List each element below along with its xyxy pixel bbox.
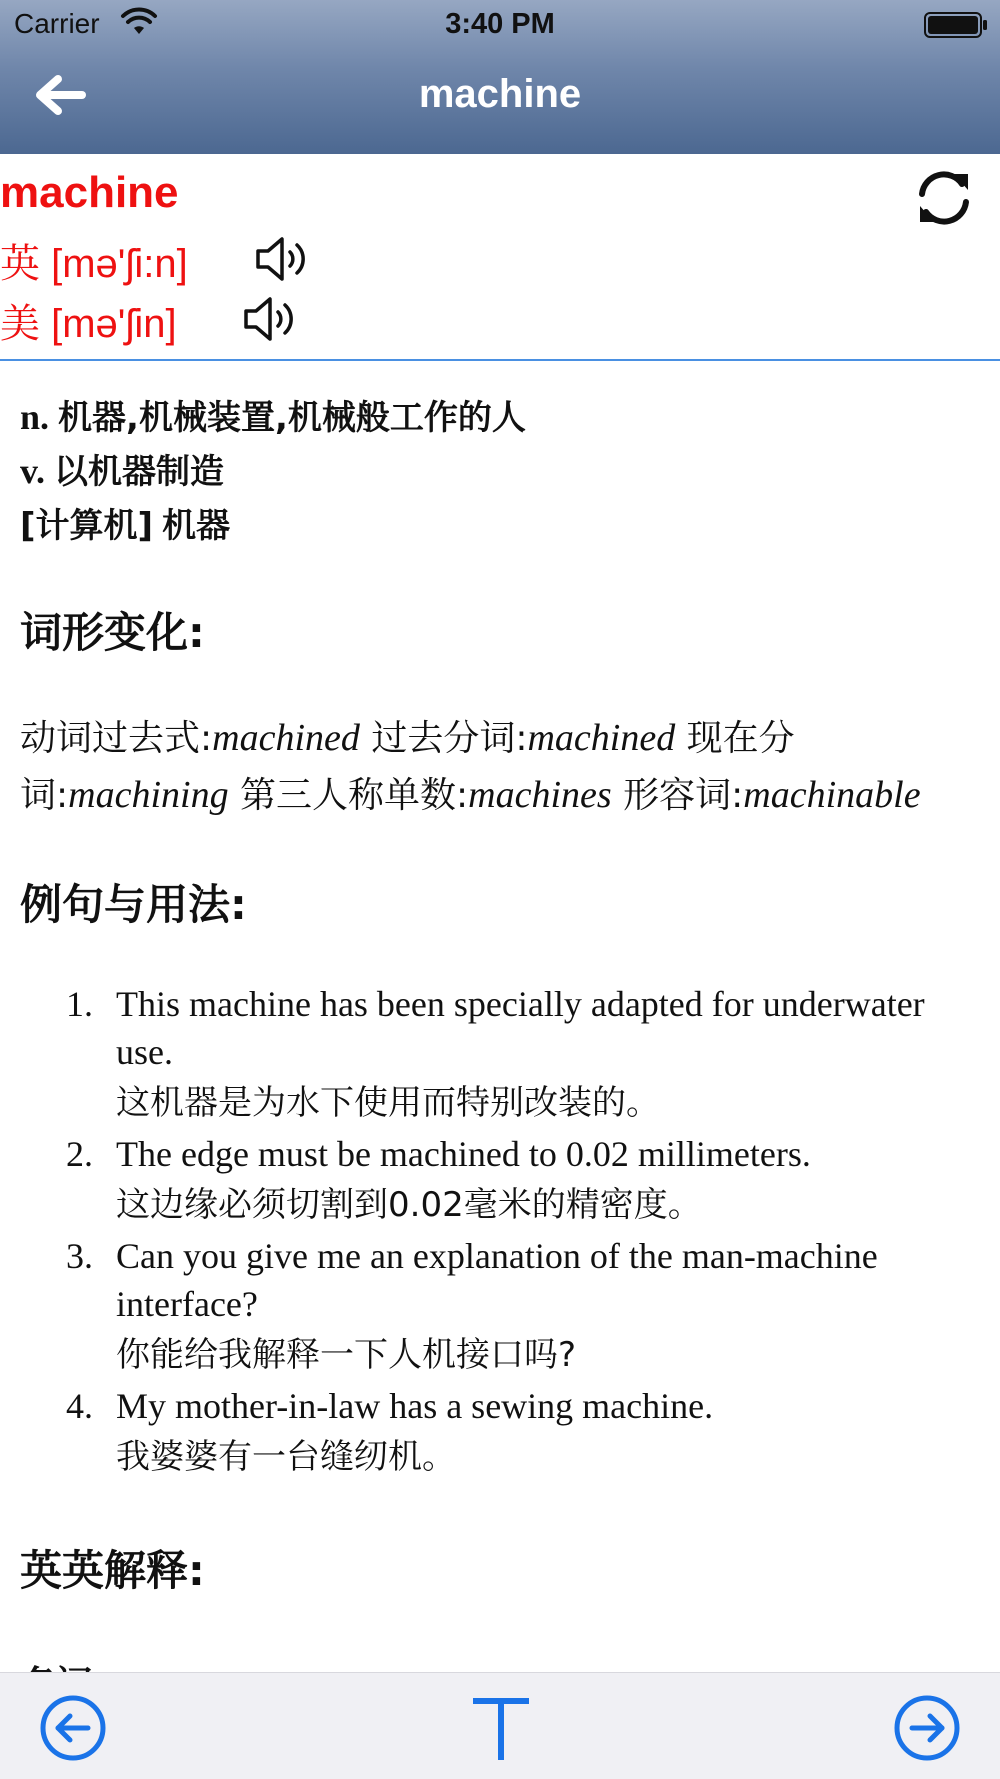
example-chinese: 我婆婆有一台缝纫机。 bbox=[116, 1437, 456, 1477]
example-item bbox=[20, 980, 980, 1130]
battery-icon bbox=[924, 12, 988, 38]
us-pronunciation bbox=[0, 292, 177, 349]
definition-text: 机器,机械装置,机械般工作的人 bbox=[58, 398, 526, 438]
definition-line bbox=[20, 498, 230, 547]
status-bar bbox=[0, 0, 1000, 48]
word-forms bbox=[20, 710, 980, 824]
text-size-icon bbox=[476, 1701, 526, 1757]
refresh-icon bbox=[922, 174, 966, 221]
circle-arrow-right-icon bbox=[897, 1698, 957, 1758]
speaker-icon bbox=[246, 299, 291, 339]
definition-text: 以机器制造 bbox=[54, 452, 225, 492]
form-label: 动词过去式: bbox=[20, 718, 213, 759]
definition-line bbox=[20, 444, 224, 493]
example-chinese: 你能给我解释一下人机接口吗? bbox=[116, 1335, 577, 1375]
forms-heading: 词形变化: bbox=[20, 608, 205, 657]
speaker-icon bbox=[258, 239, 303, 279]
example-number: 4. bbox=[66, 1386, 93, 1426]
refresh-button[interactable] bbox=[912, 166, 976, 230]
page-title: machine bbox=[418, 72, 582, 116]
us-speaker-button[interactable] bbox=[242, 294, 298, 344]
form-label: 第三人称单数: bbox=[240, 775, 469, 816]
status-time: 3:40 PM bbox=[445, 8, 555, 40]
form-value: machined bbox=[212, 717, 360, 759]
example-item bbox=[20, 1232, 980, 1382]
bottom-toolbar bbox=[0, 1672, 1000, 1779]
form-label: 形容词: bbox=[623, 775, 744, 816]
uk-phonetic: [mə'ʃi:n] bbox=[51, 242, 188, 286]
examples-list bbox=[20, 980, 980, 1484]
definition-line bbox=[20, 390, 526, 439]
example-item bbox=[20, 1130, 980, 1232]
example-number: 1. bbox=[66, 984, 93, 1024]
definition-pos: [计算机] bbox=[20, 506, 154, 546]
uk-label: 英 bbox=[0, 242, 40, 286]
carrier-label: Carrier bbox=[14, 8, 100, 39]
form-value: machined bbox=[527, 717, 676, 759]
example-english: Can you give me an explanation of the man-machine interface? bbox=[116, 1236, 878, 1324]
example-english: This machine has been specially adapted for underwater use. bbox=[116, 984, 925, 1072]
next-word-button[interactable] bbox=[892, 1693, 962, 1763]
circle-arrow-left-icon bbox=[43, 1698, 103, 1758]
example-number: 2. bbox=[66, 1134, 93, 1174]
form-value: machines bbox=[468, 774, 612, 816]
definition-text: 机器 bbox=[162, 506, 231, 546]
definition-pos: v. bbox=[20, 451, 46, 491]
example-item bbox=[20, 1382, 980, 1484]
headword: machine bbox=[0, 168, 179, 217]
form-value: machining bbox=[68, 774, 229, 816]
nav-bar bbox=[0, 48, 1000, 154]
definition-content bbox=[20, 360, 980, 1672]
previous-word-button[interactable] bbox=[38, 1693, 108, 1763]
english-definition-heading: 英英解释: bbox=[20, 1546, 205, 1595]
form-label: 过去分词: bbox=[371, 718, 528, 759]
form-label: 现在分词: bbox=[20, 718, 795, 816]
example-english: My mother-in-law has a sewing machine. bbox=[116, 1386, 714, 1426]
uk-pronunciation bbox=[0, 232, 188, 289]
example-chinese: 这机器是为水下使用而特别改装的。 bbox=[116, 1083, 660, 1123]
us-phonetic: [mə'ʃin] bbox=[51, 302, 177, 346]
top-header bbox=[0, 0, 1000, 154]
uk-speaker-button[interactable] bbox=[254, 234, 310, 284]
us-label: 美 bbox=[0, 302, 40, 346]
word-header bbox=[0, 154, 1000, 361]
form-value: machinable bbox=[743, 774, 921, 816]
example-number: 3. bbox=[66, 1236, 93, 1276]
definition-pos: n. bbox=[20, 397, 50, 437]
font-size-button[interactable] bbox=[466, 1693, 536, 1763]
examples-heading: 例句与用法: bbox=[20, 880, 247, 929]
example-english: The edge must be machined to 0.02 millimeters. bbox=[116, 1134, 811, 1174]
example-chinese: 这边缘必须切割到0.02毫米的精密度。 bbox=[116, 1185, 702, 1225]
